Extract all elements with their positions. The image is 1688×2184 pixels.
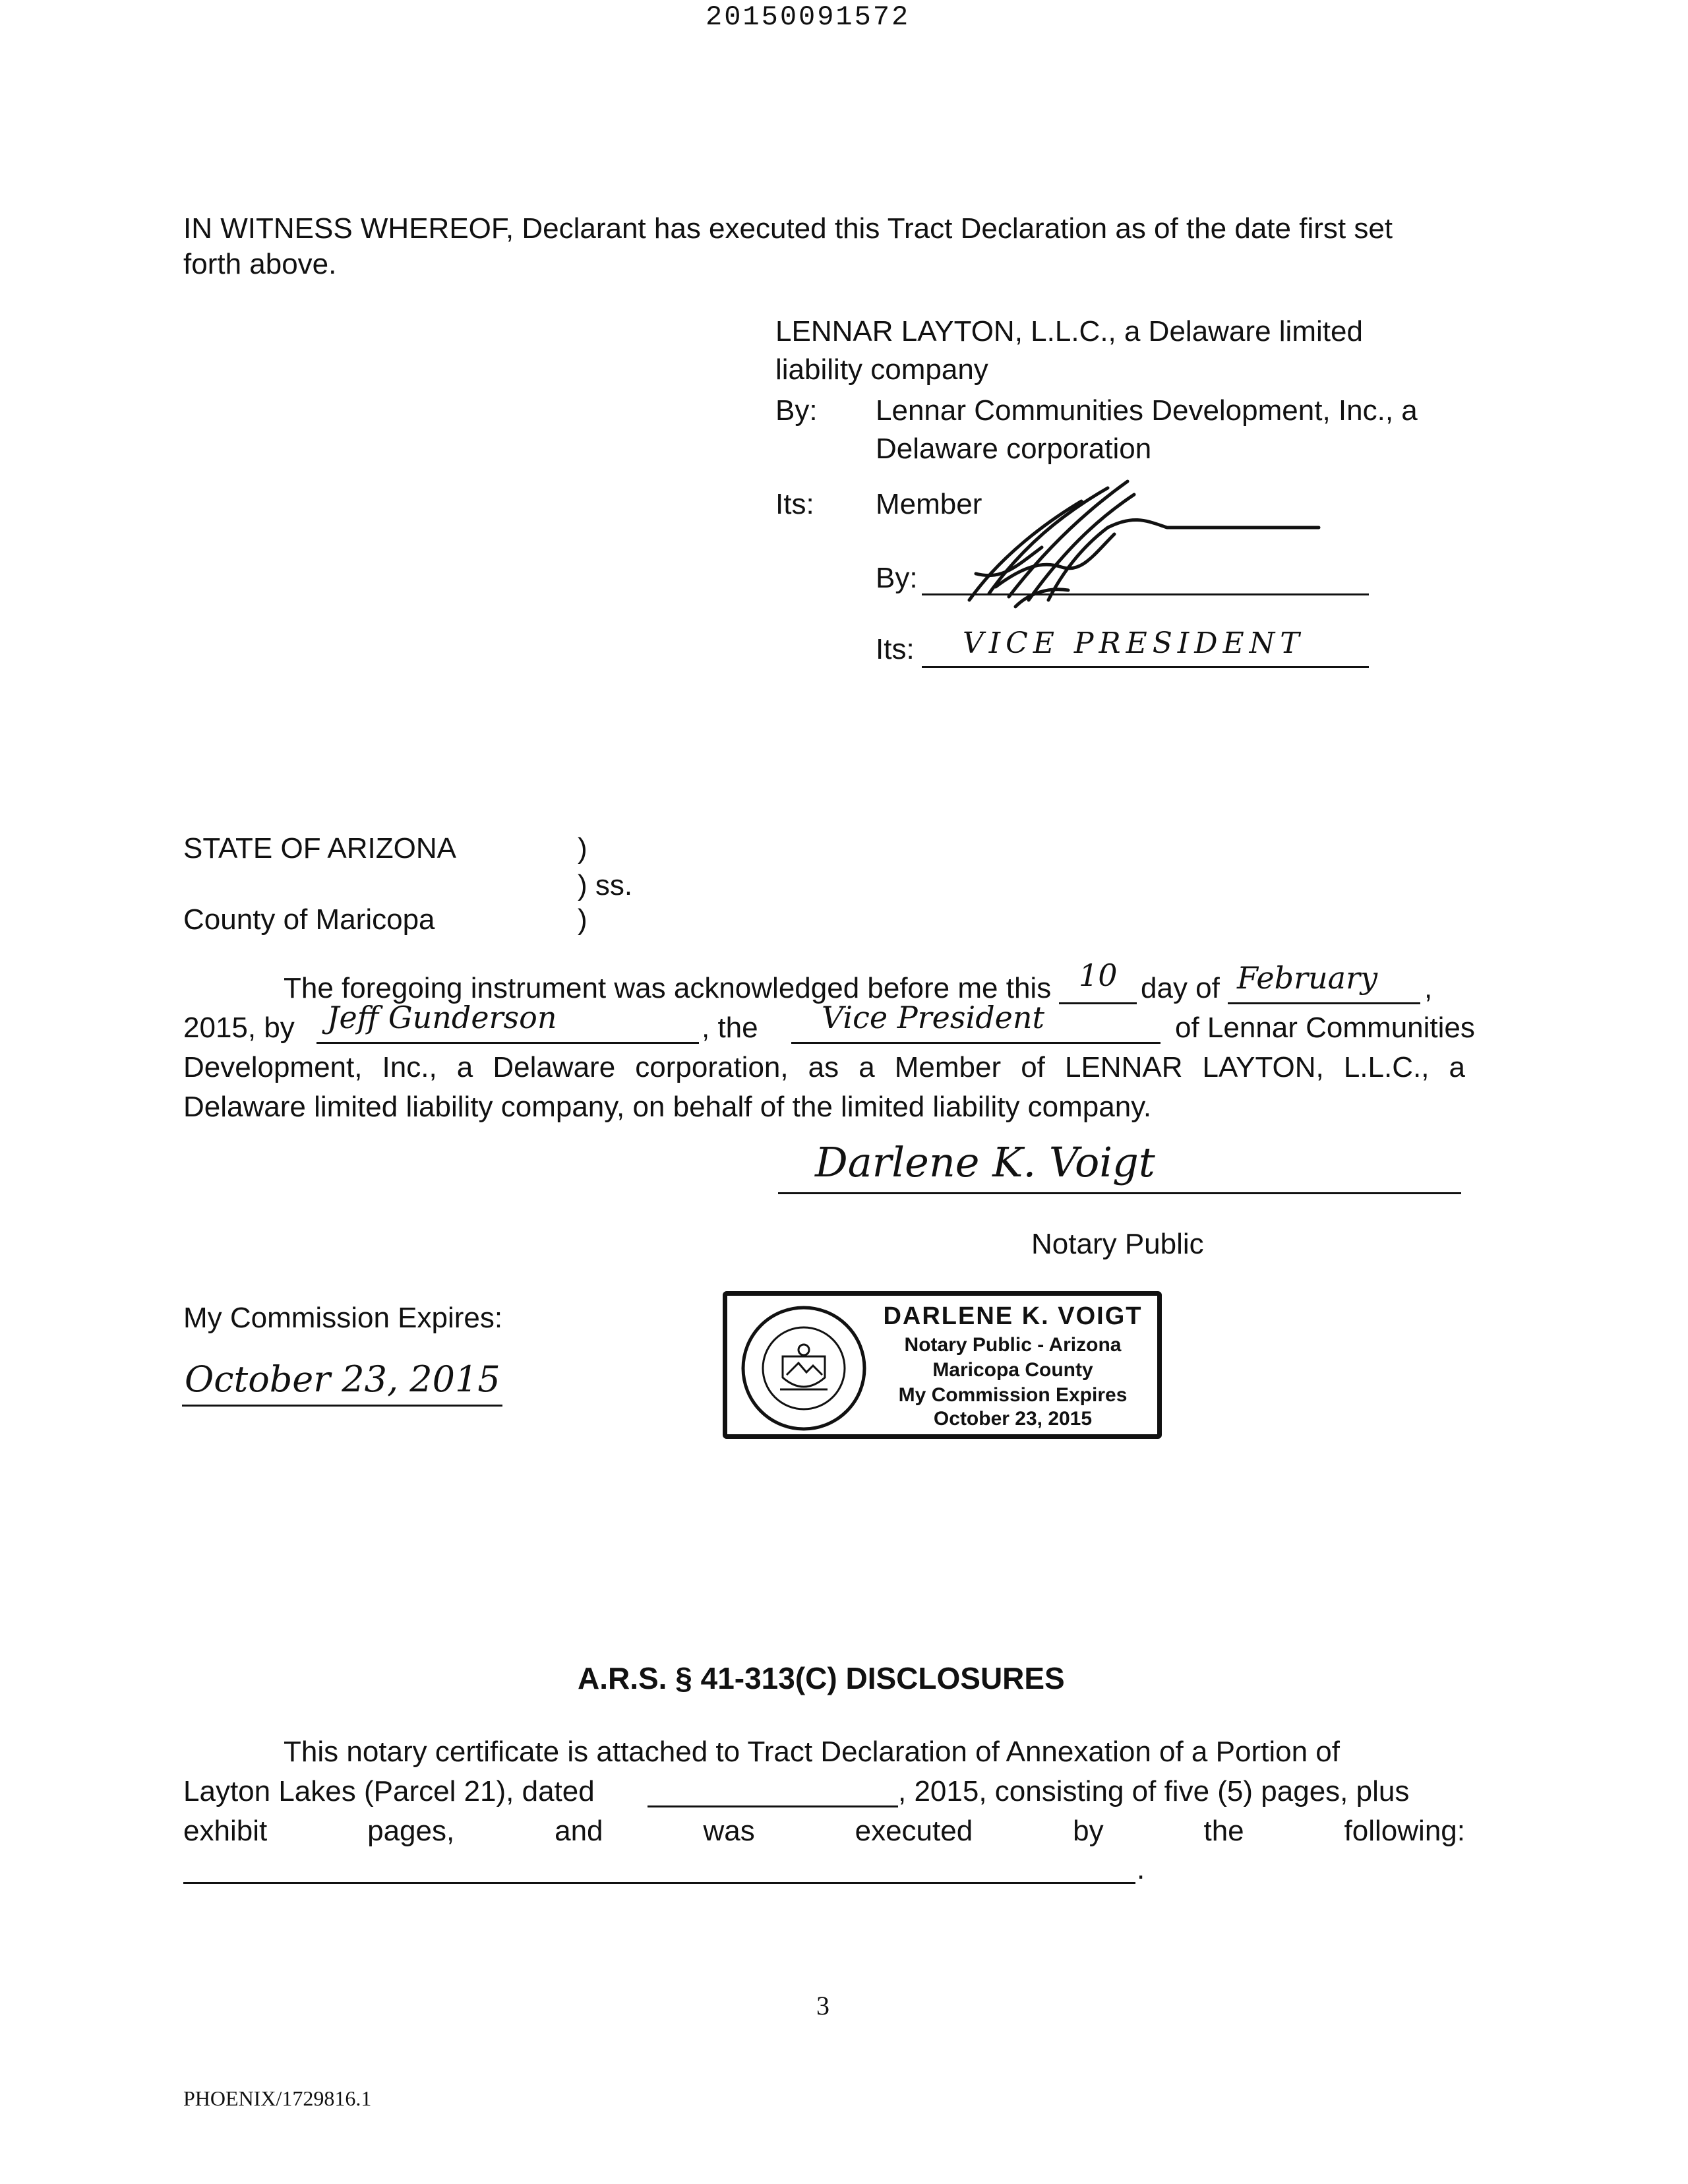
disclosures-executed-by-line [183, 1882, 1135, 1884]
page-number: 3 [816, 1991, 829, 2020]
its-value: Member [876, 488, 982, 520]
by-label: By: [775, 394, 818, 427]
entity-name-line-1: LENNAR LAYTON, L.L.C., a Delaware limited [775, 315, 1363, 348]
witness-line-2: forth above. [183, 248, 337, 280]
disclosures-heading: A.R.S. § 41-313(C) DISCLOSURES [578, 1661, 1065, 1695]
officer-signature [950, 475, 1372, 620]
disclosures-line-3: exhibit pages, and was executed by the following: [183, 1815, 1465, 1847]
document-reference: PHOENIX/1729816.1 [183, 2086, 372, 2110]
venue-state: STATE OF ARIZONA [183, 832, 456, 864]
stamp-line-2: Notary Public - Arizona [904, 1334, 1122, 1356]
ack-signer-name: Jeff Gunderson [327, 1000, 557, 1035]
by-signature-label: By: [876, 562, 918, 594]
venue-ss: ) ss. [578, 869, 633, 901]
ack-title-line [791, 1042, 1160, 1044]
disclosures-line-2-start: Layton Lakes (Parcel 21), dated [183, 1775, 595, 1807]
disclosures-date-line [648, 1805, 898, 1807]
stamp-line-3: Maricopa County [932, 1359, 1093, 1381]
venue-county: County of Maricopa [183, 903, 435, 936]
ack-month: February [1237, 960, 1378, 996]
ack-year: 2015, by [183, 1012, 295, 1044]
commission-label: My Commission Expires: [183, 1302, 503, 1334]
its-title-handwritten: VICE PRESIDENT [963, 626, 1305, 660]
disclosures-line-2-end: , 2015, consisting of five (5) pages, plus [898, 1775, 1410, 1807]
ack-month-line [1228, 1002, 1420, 1004]
entity-name-line-2: liability company [775, 353, 988, 386]
ack-the: , the [702, 1012, 758, 1044]
by-value-line-2: Delaware corporation [876, 433, 1152, 465]
stamp-name: DARLENE K. VOIGT [883, 1302, 1143, 1330]
commission-date-handwritten: October 23, 2015 [185, 1358, 500, 1400]
disclosures-line-1: This notary certificate is attached to Tract Declaration of Annexation of a Portion of [284, 1736, 1340, 1768]
ack-line-2-end: of Lennar Communities [1175, 1012, 1475, 1044]
venue-paren-1: ) [578, 832, 588, 864]
its-title-line [922, 666, 1369, 668]
ack-day: 10 [1079, 957, 1118, 993]
ack-day-of: day of [1141, 972, 1220, 1004]
arizona-seal-icon [739, 1304, 868, 1433]
notary-label: Notary Public [1031, 1228, 1204, 1260]
its-title-label: Its: [876, 633, 915, 665]
stamp-line-5: October 23, 2015 [933, 1408, 1093, 1430]
by-value-line-1: Lennar Communities Development, Inc., a [876, 394, 1418, 427]
ack-line-4: Delaware limited liability company, on behalf of the limited liability company. [183, 1091, 1152, 1123]
its-label: Its: [775, 488, 814, 520]
document-number: 20150091572 [706, 1, 911, 33]
notary-signature: Darlene K. Voigt [815, 1138, 1155, 1186]
ack-day-line [1059, 1002, 1137, 1004]
by-signature-line [922, 593, 1369, 595]
ack-line-1-comma: , [1424, 972, 1433, 1004]
notary-stamp [723, 1291, 1162, 1439]
ack-line-1-text: The foregoing instrument was acknowledged before me this [284, 972, 1052, 1004]
witness-line-1: IN WITNESS WHEREOF, Declarant has executed this Tract Declaration as of the date first set [183, 212, 1393, 245]
ack-signer-title: Vice President [822, 1000, 1044, 1035]
venue-paren-3: ) [578, 903, 588, 936]
notary-signature-line [778, 1192, 1461, 1194]
commission-date-line [182, 1405, 502, 1407]
ack-signer-line [316, 1042, 699, 1044]
disclosures-line-4-end: . [1137, 1853, 1145, 1885]
stamp-line-4: My Commission Expires [898, 1384, 1128, 1406]
ack-line-3: Development, Inc., a Delaware corporation, as a Member of LENNAR LAYTON, L.L.C., a [183, 1051, 1465, 1083]
